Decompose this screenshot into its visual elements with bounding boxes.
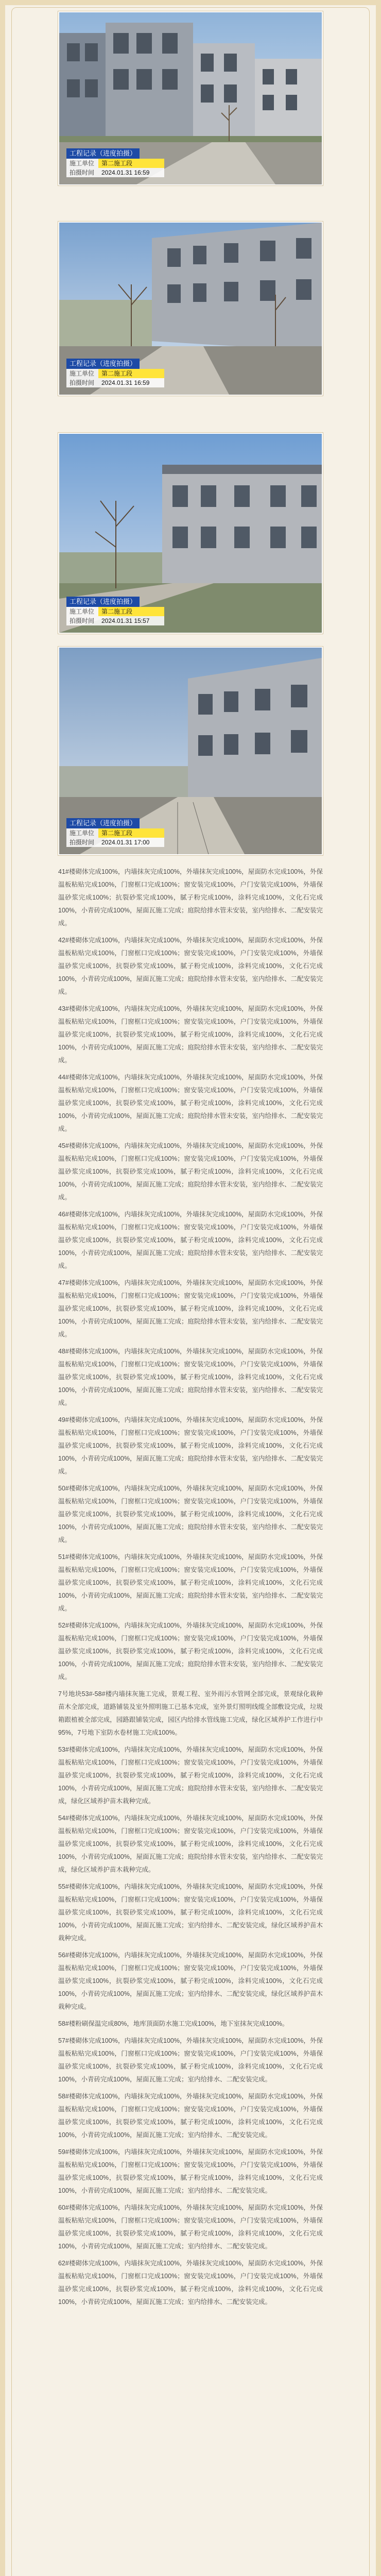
site-photo-1 [58, 11, 323, 185]
photo-4-time-value: 2024.01.31 17:00 [101, 839, 150, 846]
progress-paragraph: 60#楼砌体完成100%，内墙抹灰完成100%，外墙抹灰完成100%，屋面防水完成100%，外保温板粘贴完成100%，门窗框口完成100%；窗安装完成100%，户门安装完成100%，外墙保温砂浆完成100%，抗裂砂浆完成100%，腻子粉完成100%，涂料完成100%，文化石完成100%，小青砖完成100%，屋面瓦施工完成；室内给排水、二配安装完成。 [58, 2204, 323, 2250]
photo-3-company-value: 第二施工段 [98, 607, 164, 616]
progress-paragraph: 44#楼砌体完成100%，内墙抹灰完成100%，外墙抹灰完成100%，屋面防水完成100%，外保温板粘贴完成100%，门窗框口完成100%；窗安装完成100%，户门安装完成100%，外墙保温砂浆完成100%，抗裂砂浆完成100%，腻子粉完成100%，涂料完成100%，文化石完成100%，小青砖完成100%，屋面瓦施工完成；庭院给排水管未安装，室内给排水、二配安装完成。 [58, 1074, 323, 1132]
photo-3-watermark-title: 工程记录（进度拍摄） [66, 597, 140, 607]
photo-3-company-label: 施工单位 [70, 608, 95, 615]
site-photo-4 [58, 647, 323, 855]
photo-3-watermark [66, 597, 164, 625]
progress-paragraph: 42#楼砌体完成100%，内墙抹灰完成100%，外墙抹灰完成100%，屋面防水完成100%，外保温板粘贴完成100%，门窗框口完成100%；窗安装完成100%，户门安装完成100%，外墙保温砂浆完成100%，抗裂砂浆完成100%，腻子粉完成100%，涂料完成100%，文化石完成100%，小青砖完成100%，屋面瓦施工完成；庭院给排水管未安装，室内给排水、二配安装完成。 [58, 937, 323, 995]
progress-paragraph: 43#楼砌体完成100%，内墙抹灰完成100%，外墙抹灰完成100%，屋面防水完成100%，外保温板粘贴完成100%，门窗框口完成100%；窗安装完成100%，户门安装完成100%，外墙保温砂浆完成100%，抗裂砂浆完成100%，腻子粉完成100%，涂料完成100%，文化石完成100%，小青砖完成100%，屋面瓦施工完成；庭院给排水管未安装，室内给排水、二配安装完成。 [58, 1005, 323, 1064]
progress-paragraph: 56#楼砌体完成100%，内墙抹灰完成100%，外墙抹灰完成100%，屋面防水完成100%，外保温板粘贴完成100%，门窗框口完成100%；窗安装完成100%，户门安装完成100%，外墙保温砂浆完成100%，抗裂砂浆完成100%，腻子粉完成100%，涂料完成100%，文化石完成100%，小青砖完成100%，屋面瓦施工完成；室内给排水、二配安装完成，绿化区域养护苗木栽种完成。 [58, 1952, 323, 2010]
photo-2-time-value: 2024.01.31 16:59 [101, 379, 150, 386]
progress-paragraph: 47#楼砌体完成100%，内墙抹灰完成100%，外墙抹灰完成100%，屋面防水完成100%，外保温板粘贴完成100%，门窗框口完成100%；窗安装完成100%，户门安装完成100%，外墙保温砂浆完成100%，抗裂砂浆完成100%，腻子粉完成100%，涂料完成100%，文化石完成100%，小青砖完成100%，屋面瓦施工完成；庭院给排水管未安装，室内给排水、二配安装完成。 [58, 1279, 323, 1338]
progress-paragraph: 55#楼砌体完成100%，内墙抹灰完成100%，外墙抹灰完成100%，屋面防水完成100%，外保温板粘贴完成100%，门窗框口完成100%；窗安装完成100%，户门安装完成100%，外墙保温砂浆完成100%，抗裂砂浆完成100%，腻子粉完成100%，涂料完成100%，文化石完成100%，小青砖完成100%，屋面瓦施工完成；室内给排水、二配安装完成，绿化区域养护苗木栽种完成。 [58, 1883, 323, 1942]
progress-paragraph: 46#楼砌体完成100%，内墙抹灰完成100%，外墙抹灰完成100%，屋面防水完成100%，外保温板粘贴完成100%，门窗框口完成100%；窗安装完成100%，户门安装完成100%，外墙保温砂浆完成100%，抗裂砂浆完成100%，腻子粉完成100%，涂料完成100%，文化石完成100%，小青砖完成100%，屋面瓦施工完成；庭院给排水管未安装，室内给排水、二配安装完成。 [58, 1211, 323, 1269]
progress-paragraph: 52#楼砌体完成100%，内墙抹灰完成100%，外墙抹灰完成100%，屋面防水完成100%，外保温板粘贴完成100%，门窗框口完成100%；窗安装完成100%，户门安装完成100%，外墙保温砂浆完成100%，抗裂砂浆完成100%，腻子粉完成100%，涂料完成100%，文化石完成100%，小青砖完成100%，屋面瓦施工完成；庭院给排水管未安装，室内给排水、二配安装完成。 [58, 1622, 323, 1681]
progress-paragraph: 59#楼砌体完成100%，内墙抹灰完成100%，外墙抹灰完成100%，屋面防水完成100%，外保温板粘贴完成100%，门窗框口完成100%；窗安装完成100%，户门安装完成100%，外墙保温砂浆完成100%，抗裂砂浆完成100%，腻子粉完成100%，涂料完成100%，文化石完成100%，小青砖完成100%，屋面瓦施工完成；室内给排水、二配安装完成。 [58, 2148, 323, 2194]
progress-paragraph: 57#楼砌体完成100%，内墙抹灰完成100%，外墙抹灰完成100%，屋面防水完成100%，外保温板粘贴完成100%，门窗框口完成100%；窗安装完成100%，户门安装完成100%，外墙保温砂浆完成100%，抗裂砂浆完成100%，腻子粉完成100%，涂料完成100%，文化石完成100%，小青砖完成100%，屋面瓦施工完成；室内给排水、二配安装完成。 [58, 2037, 323, 2083]
photo-1-time-label: 拍摄时间 [70, 169, 95, 176]
progress-paragraph: 62#楼砌体完成100%，内墙抹灰完成100%，外墙抹灰完成100%，屋面防水完成100%，外保温板粘贴完成100%，门窗框口完成100%；窗安装完成100%，户门安装完成100%，外墙保温砂浆完成100%，抗裂砂浆完成100%，腻子粉完成100%，涂料完成100%，文化石完成100%，小青砖完成100%，屋面瓦施工完成；室内给排水、二配安装完成。 [58, 2260, 323, 2306]
photo-4-company-label: 施工单位 [70, 829, 95, 837]
photo-1-watermark [66, 148, 164, 177]
site-photo-2 [58, 222, 323, 396]
photo-1-company-value: 第二施工段 [98, 159, 164, 168]
photo-4-time-label: 拍摄时间 [70, 839, 95, 846]
progress-paragraph: 41#楼砌体完成100%，内墙抹灰完成100%，外墙抹灰完成100%，屋面防水完成100%，外保温板粘贴完成100%，门窗框口完成100%；窗安装完成100%，户门安装完成100%，外墙保温砂浆完成100%；抗裂砂浆完成100%，腻子粉完成100%，涂料完成100%，文化石完成100%，小青砖完成100%，屋面瓦施工完成；庭院给排水管未安装，室内给排水、二配安装完成。 [58, 868, 323, 927]
photo-1-time-value: 2024.01.31 16:59 [101, 169, 150, 176]
progress-report-text [58, 866, 323, 2313]
photo-3-time-value: 2024.01.31 15:57 [101, 617, 150, 624]
progress-paragraph: 49#楼砌体完成100%，内墙抹灰完成100%，外墙抹灰完成100%，屋面防水完成100%，外保温板粘贴完成100%，门窗框口完成100%；窗安装完成100%，户门安装完成100%，外墙保温砂浆完成100%，抗裂砂浆完成100%，腻子粉完成100%，涂料完成100%，文化石完成100%，小青砖完成100%，屋面瓦施工完成；庭院给排水管未安装，室内给排水、二配安装完成。 [58, 1416, 323, 1475]
site-photo-3 [58, 433, 323, 634]
photo-4-company-value: 第二施工段 [98, 828, 164, 838]
photo-1-watermark-title: 工程记录（进度拍摄） [66, 148, 140, 159]
photo-4-watermark [66, 818, 164, 847]
progress-paragraph: 48#楼砌体完成100%，内墙抹灰完成100%，外墙抹灰完成100%，屋面防水完成100%，外保温板粘贴完成100%，门窗框口完成100%；窗安装完成100%，户门安装完成100%，外墙保温砂浆完成100%，抗裂砂浆完成100%，腻子粉完成100%，涂料完成100%，文化石完成100%，小青砖完成100%，屋面瓦施工完成；庭院给排水管未安装，室内给排水、二配安装完成。 [58, 1348, 323, 1406]
progress-paragraph: 45#楼砌体完成100%，内墙抹灰完成100%，外墙抹灰完成100%，屋面防水完成100%，外保温板粘贴完成100%，门窗框口完成100%；窗安装完成100%，户门安装完成100%，外墙保温砂浆完成100%，抗裂砂浆完成100%，腻子粉完成100%，涂料完成100%，文化石完成100%，小青砖完成100%，屋面瓦施工完成；庭院给排水管未安装，室内给排水、二配安装完成。 [58, 1142, 323, 1201]
progress-paragraph: 58#楼砌体完成100%，内墙抹灰完成100%，外墙抹灰完成100%，屋面防水完成100%，外保温板粘贴完成100%，门窗框口完成100%；窗安装完成100%，户门安装完成100%，外墙保温砂浆完成100%，抗裂砂浆完成100%，腻子粉完成100%，涂料完成100%，文化石完成100%，小青砖完成100%，屋面瓦施工完成；室内给排水、二配安装完成。 [58, 2093, 323, 2139]
progress-paragraph: 51#楼砌体完成100%，内墙抹灰完成100%，外墙抹灰完成100%，屋面防水完成100%，外保温板粘贴完成100%，门窗框口完成100%；窗安装完成100%，户门安装完成100%，外墙保温砂浆完成100%，抗裂砂浆完成100%，腻子粉完成100%，涂料完成100%，文化石完成100%，小青砖完成100%，屋面瓦施工完成；庭院给排水管未安装，室内给排水、二配安装完成。 [58, 1553, 323, 1612]
progress-paragraph: 50#楼砌体完成100%，内墙抹灰完成100%，外墙抹灰完成100%，屋面防水完成100%，外保温板粘贴完成100%，门窗框口完成100%；窗安装完成100%，户门安装完成100%，外墙保温砂浆完成100%，抗裂砂浆完成100%，腻子粉完成100%，涂料完成100%，文化石完成100%，小青砖完成100%，屋面瓦施工完成；庭院给排水管未安装，室内给排水、二配安装完成。 [58, 1485, 323, 1544]
photo-2-company-label: 施工单位 [70, 370, 95, 377]
progress-paragraph: 54#楼砌体完成100%，内墙抹灰完成100%，外墙抹灰完成100%，屋面防水完成100%，外保温板粘贴完成100%，门窗框口完成100%；窗安装完成100%，户门安装完成100%，外墙保温砂浆完成100%，抗裂砂浆完成100%，腻子粉完成100%，涂料完成100%，文化石完成100%，小青砖完成100%，屋面瓦施工完成；庭院给排水管未安装，室内给排水、二配安装完成，绿化区域养护苗木栽种完成。 [58, 1815, 323, 1873]
progress-paragraph: 58#楼粉刷保温完成80%，地库顶面防水施工完成100%，地下室抹灰完成100%。 [58, 2020, 289, 2027]
photo-2-watermark [66, 359, 164, 387]
photo-4-watermark-title: 工程记录（进度拍摄） [66, 818, 140, 828]
progress-paragraph: 53#楼砌体完成100%，内墙抹灰完成100%，外墙抹灰完成100%，屋面防水完成100%，外保温板粘贴完成100%，门窗框口完成100%；窗安装完成100%，户门安装完成100%，外墙保温砂浆完成100%，抗裂砂浆完成100%，腻子粉完成100%，涂料完成100%，文化石完成100%，小青砖完成100%，屋面瓦施工完成；庭院给排水管未安装，室内给排水、二配安装完成，绿化区域养护苗木栽种完成。 [58, 1746, 323, 1805]
photo-2-time-label: 拍摄时间 [70, 379, 95, 386]
photo-2-watermark-title: 工程记录（进度拍摄） [66, 359, 140, 369]
photo-2-company-value: 第二施工段 [98, 369, 164, 378]
photo-1-company-label: 施工单位 [70, 160, 95, 167]
progress-paragraph: 7号地块53#-58#楼内墙抹灰施工完成，景观工程、室外雨污水管网全部完成，景观绿化栽种苗木全部完成，道路铺装及室外照明施工已基本完成，室外景灯照明线缆全部敷设完成，垃圾箱跟植被全部完成，园路跟铺装完成，园区内给排水管线施工完成，绿化区域养护工作进行中95%，7号地下室防水卷材施工完成100%。 [58, 1690, 323, 1736]
photo-3-time-label: 拍摄时间 [70, 617, 95, 624]
